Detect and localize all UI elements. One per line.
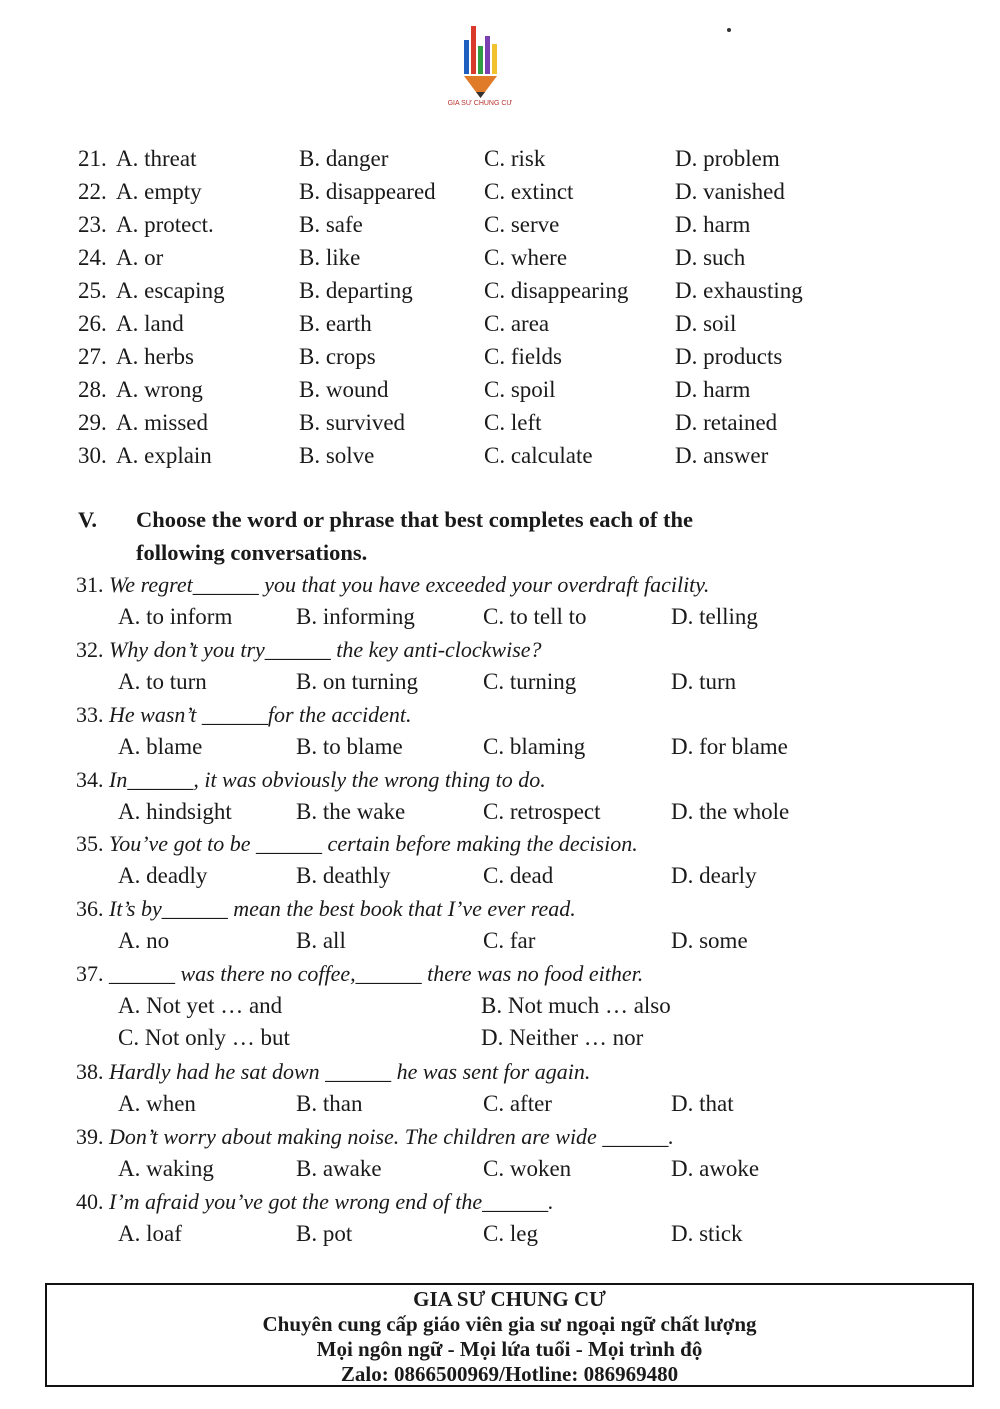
option-d: D. retained — [675, 410, 778, 435]
option-b: B. like — [299, 245, 361, 270]
option-a: A. deadly — [118, 863, 208, 888]
option-c: C. extinct — [484, 179, 574, 204]
option-d: D. for blame — [671, 734, 788, 759]
option-b: B. awake — [296, 1156, 382, 1181]
footer-tagline: Chuyên cung cấp giáo viên gia sư ngoại ngữ chất lượng — [262, 1312, 757, 1336]
option-a: A. blame — [118, 734, 203, 759]
option-c: C. leg — [483, 1221, 538, 1246]
question-number: 39. — [76, 1124, 104, 1149]
question-text: ______ was there no coffee,______ there was no food either. — [109, 961, 644, 986]
option-c: C. serve — [484, 212, 560, 237]
option-d: D. harm — [675, 377, 751, 402]
option-b: B. earth — [299, 311, 372, 336]
question-number: 30. — [78, 443, 107, 468]
footer-brand: GIA SƯ CHUNG CƯ — [413, 1287, 606, 1311]
option-b: B. crops — [299, 344, 376, 369]
option-d: D. such — [675, 245, 746, 270]
question-number: 28. — [78, 377, 107, 402]
question-number: 31. — [76, 572, 104, 597]
option-a: A. protect. — [116, 212, 214, 237]
option-b: B. solve — [299, 443, 375, 468]
question-number: 33. — [76, 702, 104, 727]
option-a: A. wrong — [116, 377, 203, 402]
question-number: 25. — [78, 278, 107, 303]
section-instruction-line2: following conversations. — [136, 540, 368, 565]
option-d: D. products — [675, 344, 783, 369]
logo — [440, 18, 520, 118]
question-text: Don’t worry about making noise. The children are wide ______. — [109, 1124, 674, 1149]
question-number: 26. — [78, 311, 107, 336]
option-b: B. informing — [296, 604, 415, 629]
speck — [727, 28, 731, 32]
option-a: A. Not yet … and — [118, 993, 283, 1018]
option-d: D. vanished — [675, 179, 785, 204]
option-c: C. disappearing — [484, 278, 629, 303]
option-b: B. to blame — [296, 734, 403, 759]
option-c: C. turning — [483, 669, 577, 694]
question-stem — [76, 894, 576, 924]
question-text: Why don’t you try______ the key anti-clockwise? — [109, 637, 542, 662]
option-c: C. to tell to — [483, 604, 587, 629]
option-c: C. spoil — [484, 377, 556, 402]
question-stem — [76, 635, 542, 665]
option-c: C. fields — [484, 344, 562, 369]
question-number: 35. — [76, 831, 104, 856]
option-a: A. to inform — [118, 604, 233, 629]
option-b: B. departing — [299, 278, 413, 303]
option-a: A. no — [118, 928, 170, 953]
option-b: B. disappeared — [299, 179, 436, 204]
option-c: C. after — [483, 1091, 552, 1116]
option-d: D. some — [671, 928, 748, 953]
option-a: A. to turn — [118, 669, 207, 694]
question-stem — [76, 959, 643, 989]
footer-contact: Zalo: 0866500969/Hotline: 086969480 — [340, 1362, 679, 1386]
question-text: It’s by______ mean the best book that I’ve ever read. — [109, 896, 576, 921]
footer-scope: Mọi ngôn ngữ - Mọi lứa tuổi - Mọi trình độ — [316, 1337, 703, 1361]
option-a: A. land — [116, 311, 184, 336]
question-number: 23. — [78, 212, 107, 237]
question-stem — [76, 765, 546, 795]
option-d: D. answer — [675, 443, 769, 468]
option-b: B. wound — [299, 377, 389, 402]
option-a: A. explain — [116, 443, 212, 468]
option-d: D. stick — [671, 1221, 743, 1246]
option-d: D. turn — [671, 669, 737, 694]
question-number: 34. — [76, 767, 104, 792]
option-b: B. deathly — [296, 863, 391, 888]
question-stem — [76, 1057, 590, 1087]
option-c: C. far — [483, 928, 536, 953]
option-a: A. loaf — [118, 1221, 182, 1246]
question-text: You’ve got to be ______ certain before making the decision. — [109, 831, 638, 856]
option-a: A. escaping — [116, 278, 225, 303]
option-c: C. retrospect — [483, 799, 601, 824]
option-b: B. Not much … also — [481, 993, 671, 1018]
option-c: C. Not only … but — [118, 1025, 290, 1050]
option-c: C. blaming — [483, 734, 586, 759]
option-b: B. danger — [299, 146, 389, 171]
question-stem — [76, 829, 638, 859]
option-a: A. missed — [116, 410, 208, 435]
option-a: A. when — [118, 1091, 196, 1116]
question-stem — [76, 1122, 674, 1152]
option-b: B. pot — [296, 1221, 353, 1246]
option-d: D. soil — [675, 311, 737, 336]
question-stem — [76, 700, 411, 730]
logo-text: GIA SƯ CHUNG CƯ — [447, 100, 513, 107]
option-a: A. hindsight — [118, 799, 232, 824]
question-number: 24. — [78, 245, 107, 270]
option-c: C. risk — [484, 146, 546, 171]
option-d: D. dearly — [671, 863, 757, 888]
option-d: D. exhausting — [675, 278, 803, 303]
question-number: 38. — [76, 1059, 104, 1084]
question-number: 29. — [78, 410, 107, 435]
question-number: 32. — [76, 637, 104, 662]
question-number: 37. — [76, 961, 104, 986]
option-b: B. all — [296, 928, 346, 953]
option-d: D. the whole — [671, 799, 790, 824]
option-b: B. survived — [299, 410, 406, 435]
question-text: In______, it was obviously the wrong thing to do. — [109, 767, 546, 792]
footer-box — [45, 1283, 974, 1387]
option-c: C. woken — [483, 1156, 572, 1181]
question-text: I’m afraid you’ve got the wrong end of the______. — [109, 1189, 554, 1214]
option-a: A. or — [116, 245, 164, 270]
section-instruction-line1: Choose the word or phrase that best completes each of the — [136, 507, 694, 532]
option-a: A. waking — [118, 1156, 214, 1181]
question-number: 27. — [78, 344, 107, 369]
option-b: B. safe — [299, 212, 363, 237]
option-a: A. herbs — [116, 344, 194, 369]
question-text: Hardly had he sat down ______ he was sent for again. — [109, 1059, 591, 1084]
option-d: D. problem — [675, 146, 780, 171]
option-b: B. the wake — [296, 799, 406, 824]
question-number: 21. — [78, 146, 107, 171]
option-c: C. dead — [483, 863, 554, 888]
option-b: B. on turning — [296, 669, 419, 694]
question-number: 40. — [76, 1189, 104, 1214]
option-b: B. than — [296, 1091, 363, 1116]
question-stem — [76, 570, 709, 600]
question-number: 22. — [78, 179, 107, 204]
option-a: A. threat — [116, 146, 197, 171]
question-number: 36. — [76, 896, 104, 921]
option-d: D. Neither … nor — [481, 1025, 644, 1050]
option-d: D. that — [671, 1091, 734, 1116]
question-stem — [76, 1187, 554, 1217]
option-a: A. empty — [116, 179, 202, 204]
option-d: D. telling — [671, 604, 758, 629]
pencil-logo-icon — [440, 18, 520, 102]
option-c: C. where — [484, 245, 568, 270]
option-c: C. calculate — [484, 443, 593, 468]
question-text: He wasn’t ______for the accident. — [109, 702, 412, 727]
question-text: We regret______ you that you have exceeded your overdraft facility. — [109, 572, 710, 597]
option-d: D. awoke — [671, 1156, 760, 1181]
option-d: D. harm — [675, 212, 751, 237]
option-c: C. area — [484, 311, 550, 336]
section-numeral: V. — [78, 507, 97, 532]
option-c: C. left — [484, 410, 542, 435]
